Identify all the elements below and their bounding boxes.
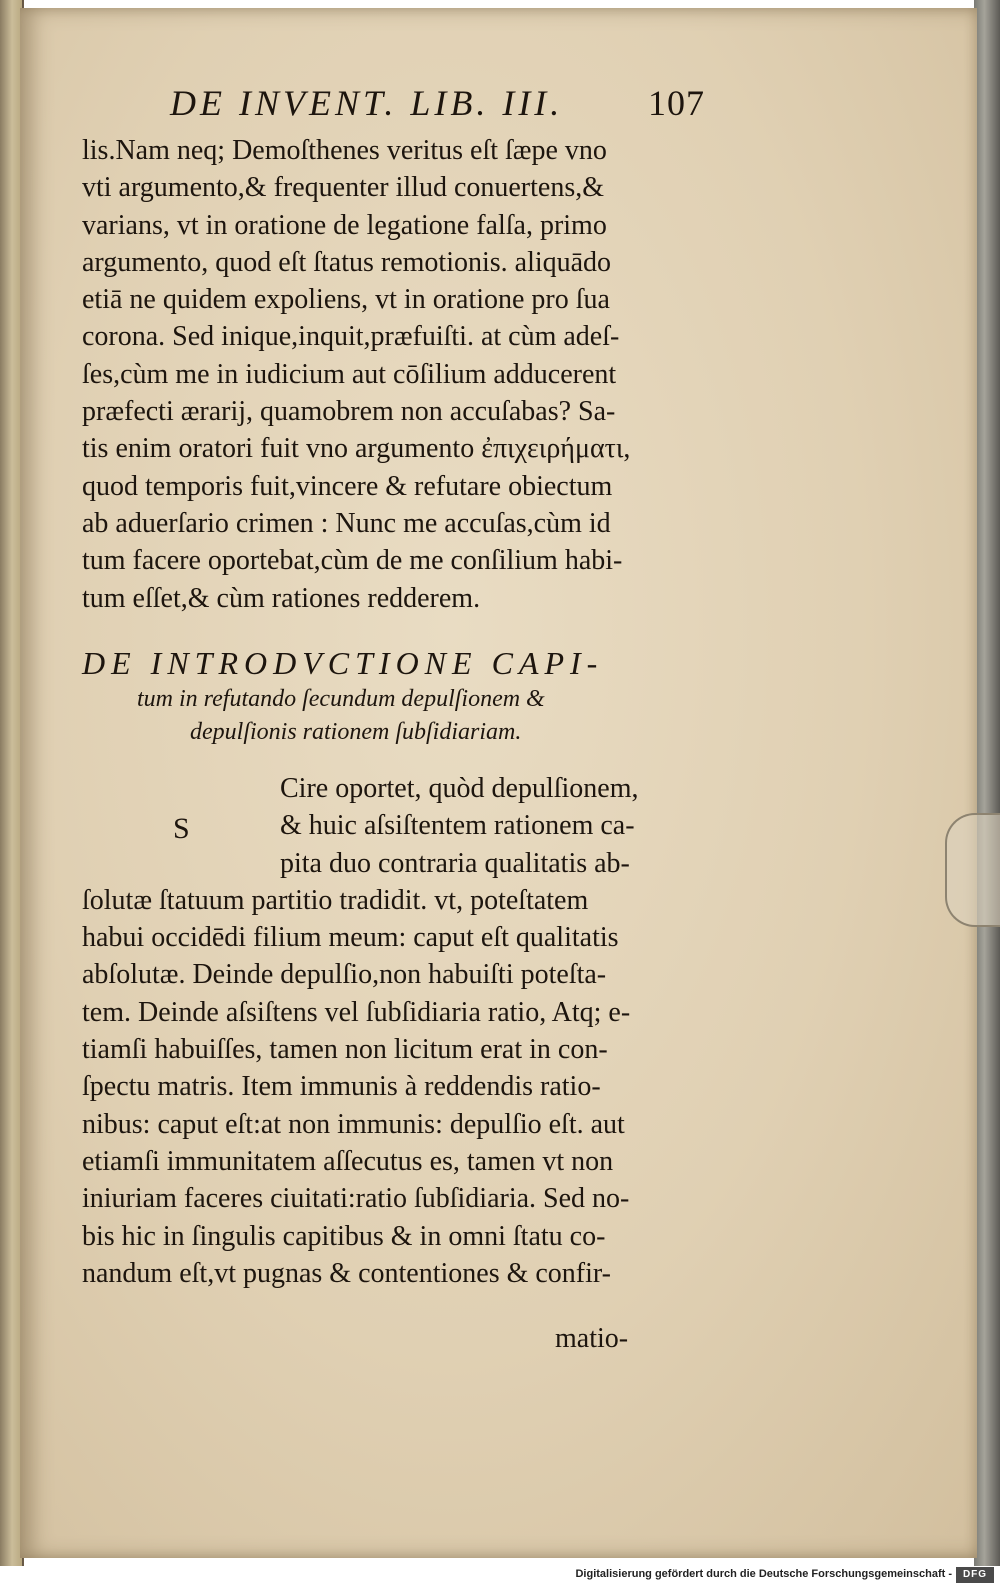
text-line: iniuriam faceres ciuitati:ratio ſubſidiaria. Sed no- <box>82 1183 630 1215</box>
footer <box>0 1566 1000 1586</box>
text-line: tum eſſet,& cùm rationes redderem. <box>82 582 481 614</box>
text-line: abſolutæ. Deinde depulſio,non habuiſti poteſta- <box>82 959 607 991</box>
catchword: matio- <box>555 1323 629 1354</box>
text-line: & huic aſsiſtentem rationem ca- <box>280 810 635 842</box>
text-line: pita duo contraria qualitatis ab- <box>280 847 630 879</box>
paragraph-2 <box>82 770 747 1292</box>
text-line: quod temporis fuit,vincere & refutare obiectum <box>82 470 613 502</box>
dfg-logo: DFG <box>956 1567 994 1583</box>
text-line: ſpectu matris. Item immunis à reddendis ratio- <box>82 1071 601 1103</box>
text-line: etiamſi immunitatem aſſecutus es, tamen vt non <box>82 1145 614 1177</box>
section-heading <box>82 645 762 746</box>
text-line: tiamſi habuiſſes, tamen non licitum erat in con- <box>82 1034 608 1066</box>
section-heading-line-1: DE INTRODVCTIONE CAPI- <box>82 645 604 681</box>
text-line: habui occidēdi filium meum: caput eſt qualitatis <box>82 922 619 954</box>
text-line: nibus: caput eſt:at non immunis: depulſio eſt. aut <box>82 1108 625 1140</box>
paragraph-1 <box>82 132 747 617</box>
text-line: vti argumento,& frequenter illud conuertens,& <box>82 172 605 204</box>
text-line: Cire oportet, quòd depulſionem, <box>280 773 639 804</box>
section-heading-line-2: tum in refutando ſecundum depulſionem & <box>137 686 545 712</box>
page-stack-edge <box>974 0 1000 1566</box>
text-line: varians, vt in oratione de legatione falſa, primo <box>82 209 607 241</box>
text-line: corona. Sed inique,inquit,præfuiſti. at cùm adeſ- <box>82 321 620 353</box>
text-line: tis enim oratori fuit vno argumento ἐπιχειρήματι, <box>82 433 631 465</box>
text-line: argumento, quod eſt ſtatus remotionis. aliquādo <box>82 246 612 278</box>
text-line: bis hic in ſingulis capitibus & in omni ſtatu co- <box>82 1220 606 1252</box>
text-line: ſes,cùm me in iudicium aut cōſilium adducerent <box>82 358 617 390</box>
text-line: etiā ne quidem expoliens, vt in oratione pro ſua <box>82 284 610 316</box>
text-line: nandum eſt,vt pugnas & contentiones & confir- <box>82 1257 611 1289</box>
text-line: tem. Deinde aſsiſtens vel ſubſidiaria ratio, Atq; e- <box>82 996 631 1028</box>
running-head-title: DE INVENT. LIB. III. <box>170 83 564 123</box>
page-tab-clip <box>945 813 1000 927</box>
text-line: lis.Nam neq; Demoſthenes veritus eſt ſæpe vno <box>82 135 607 166</box>
text-line: ſolutæ ſtatuum partitio tradidit. vt, poteſtatem <box>82 884 589 916</box>
text-line: præfecti ærarij, quamobrem non accuſabas? Sa- <box>82 396 616 428</box>
text-line: tum facere oportebat,cùm de me conſilium habi- <box>82 545 623 577</box>
section-heading-line-3: depulſionis rationem ſubſidiariam. <box>190 719 522 745</box>
drop-cap: S <box>173 812 190 845</box>
page-number: 107 <box>648 83 705 123</box>
running-head <box>170 82 730 124</box>
footer-credit: Digitalisierung gefördert durch die Deutsche Forschungsgemeinschaft - <box>575 1568 952 1580</box>
facing-page-edge <box>0 0 22 1566</box>
text-line: ab aduerſario crimen : Nunc me accuſas,cùm id <box>82 507 611 539</box>
